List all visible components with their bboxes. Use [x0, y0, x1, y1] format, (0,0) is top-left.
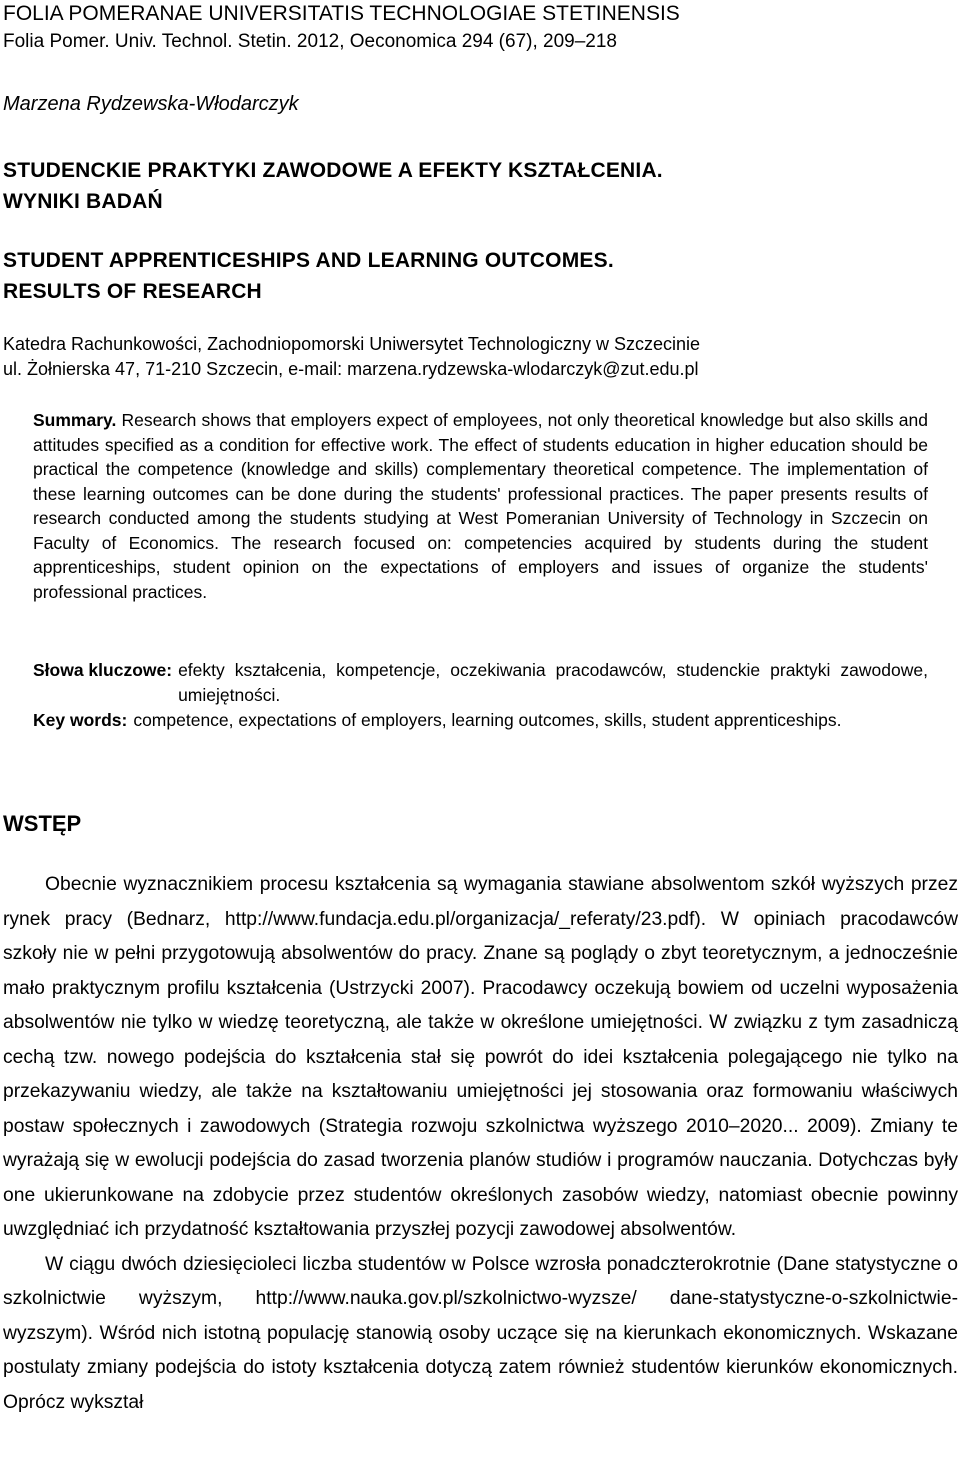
title-english-line1: STUDENT APPRENTICESHIPS AND LEARNING OUTCOMES. — [3, 249, 614, 272]
keywords-polish — [33, 658, 928, 708]
keywords-polish-label: Słowa kluczowe: — [33, 660, 173, 680]
journal-name: FOLIA POMERANAE UNIVERSITATIS TECHNOLOGIAE STETINENSIS — [3, 2, 680, 25]
keywords-polish-text: efekty kształcenia, kompetencje, oczekiwania pracodawców, studenckie praktyki zawodowe, umiejętności. — [178, 660, 928, 705]
summary-abstract — [33, 408, 928, 604]
title-polish-line1: STUDENCKIE PRAKTYKI ZAWODOWE A EFEKTY KSZTAŁCENIA. — [3, 159, 663, 182]
journal-citation: Folia Pomer. Univ. Technol. Stetin. 2012, Oeconomica 294 (67), 209–218 — [3, 31, 617, 52]
summary-label: Summary. — [33, 410, 117, 430]
title-english-line2: RESULTS OF RESEARCH — [3, 280, 262, 303]
body-paragraph: Obecnie wyznacznikiem procesu kształcenia są wymagania stawiane absolwentom szkół wyższych przez rynek pracy (Bednarz, http://www.fundacja.edu.pl/organizacja/_referaty/23.pdf). W opiniach pracodawców szkoły nie w pełni przygotowują absolwentów do pracy. Znane są poglądy o zbyt teoretycznym, a jednocześnie mało praktycznym profilu kształcenia (Ustrzycki 2007). Pracodawcy oczekują bowiem od uczelni wyposażenia absolwentów nie tylko w wiedzę teoretyczną, ale także w określone umiejętności. W związku z tym zasadniczą cechą tzw. nowego podejścia do kształcenia stał się powrót do idei kształcenia polegającego nie tylko na przekazywaniu wiedzy, ale także na kształtowaniu umiejętności jej stosowania oraz formowaniu właściwych postaw społecznych i zawodowych (Strategia rozwoju szkolnictwa wyższego 2010–2020... 2009). Zmiany te wyrażają się w ewolucji podejścia do zasad tworzenia planów studiów i programów nauczania. Dotychczas były one ukierunkowane na zdobycie przez studentów określonych zasobów wiedzy, natomiast obecnie powinny uwzględniać ich przydatność kształtowania przyszłej pozycji zawodowej absolwentów. — [3, 874, 958, 1240]
affiliation-address: ul. Żołnierska 47, 71-210 Szczecin, e-mail: marzena.rydzewska-wlodarczyk@zut.edu.pl — [3, 359, 699, 379]
title-english — [3, 245, 614, 307]
title-polish — [3, 155, 663, 217]
keywords-english-text: competence, expectations of employers, learning outcomes, skills, student apprenticeships. — [133, 710, 842, 730]
keywords-block — [33, 658, 928, 733]
keywords-english — [33, 708, 928, 733]
affiliation-department: Katedra Rachunkowości, Zachodniopomorski Uniwersytet Technologiczny w Szczecinie — [3, 334, 700, 354]
section-body — [3, 868, 958, 1420]
keywords-english-label: Key words: — [33, 710, 128, 730]
summary-text: Research shows that employers expect of employees, not only theoretical knowledge but also skills and attitudes specified as a condition for effective work. The effect of students education in higher education should be practical the competence (knowledge and skills) complementary theoretical competence. The implementation of these learning outcomes can be done during the students' professional practices. The paper presents results of research conducted among the students studying at West Pomeranian University of Technology in Szczecin on Faculty of Economics. The research focused on: competencies acquired by students during the student apprenticeships, student opinion on the expectations of employers and issues of organize the students' professional practices. — [33, 410, 928, 602]
body-paragraph: W ciągu dwóch dziesięcioleci liczba studentów w Polsce wzrosła ponadczterokrotnie (Dane statystyczne o szkolnictwie wyższym, http://www.nauka.gov.pl/szkolnictwo-wyzsze/ dane-statystyczne-o-szkolnictwie-wyzszym). Wśród nich istotną populację stanowią osoby uczące się na kierunkach ekonomicznych. Wskazane postulaty zmiany podejścia do istoty kształcenia dotyczą zatem również studentów kierunków ekonomicznych. Oprócz wykształ — [3, 1253, 958, 1413]
title-polish-line2: WYNIKI BADAŃ — [3, 190, 163, 213]
affiliation — [3, 332, 700, 382]
section-heading: WSTĘP — [3, 811, 82, 836]
author-name: Marzena Rydzewska-Włodarczyk — [3, 93, 299, 115]
